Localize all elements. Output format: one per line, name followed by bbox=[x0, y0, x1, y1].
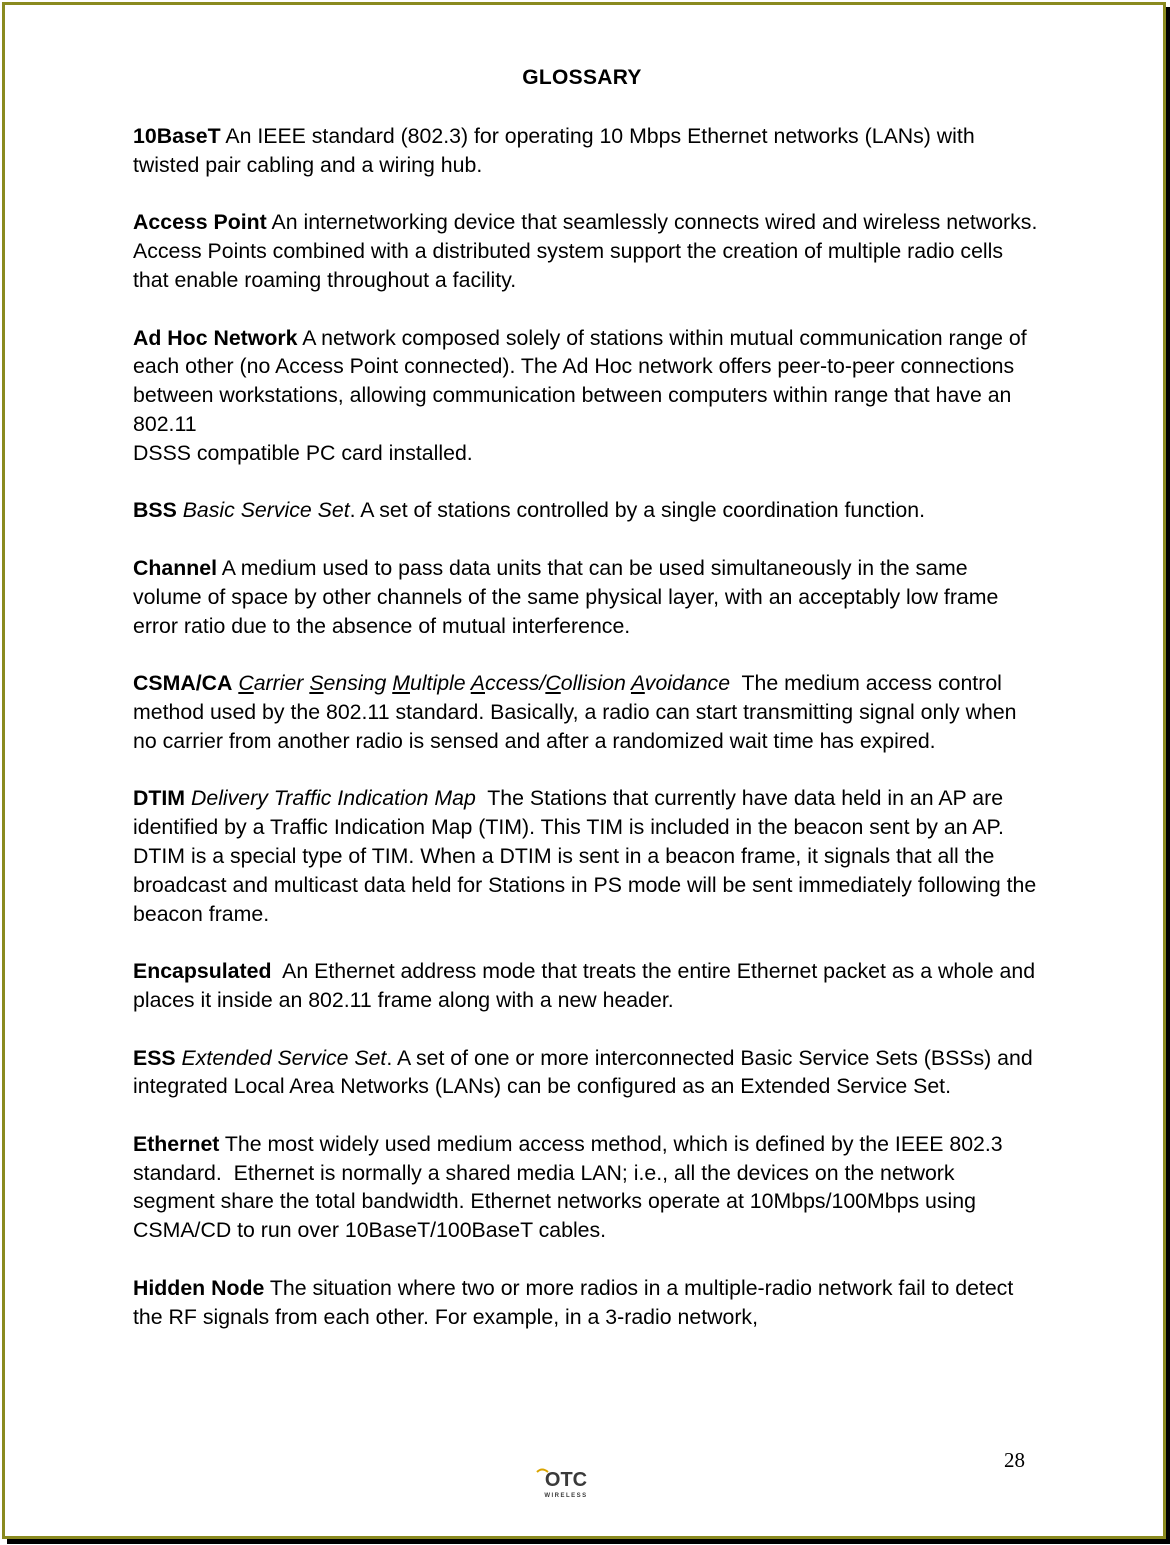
entry-expansion: Extended Service Set bbox=[181, 1045, 387, 1070]
expansion-initial: A bbox=[470, 671, 485, 696]
expansion-rest: ultiple bbox=[409, 671, 471, 696]
expansion-initial: C bbox=[545, 671, 561, 696]
entry-term: Encapsulated bbox=[133, 959, 272, 984]
expansion-initial: M bbox=[392, 671, 410, 696]
entry-definition: An IEEE standard (802.3) for operating 10 Mbps Ethernet networks (LANs) with twisted pair cabling and a wiring hub. bbox=[133, 124, 975, 177]
entry-definition: The situation where two or more radios in a multiple-radio network fail to detect the RF signals from each other. For example, in a 3-radio network, bbox=[133, 1275, 1014, 1329]
page-number: 28 bbox=[1004, 1448, 1025, 1472]
glossary-entry-dtim bbox=[133, 784, 1043, 928]
entry-definition: . A set of one or more interconnected Basic Service Sets (BSSs) and integrated Local Area Networks (LANs) can be configured as an Extended Service Set. bbox=[133, 1045, 1033, 1099]
entry-definition: An Ethernet address mode that treats the entire Ethernet packet as a whole and places it inside an 802.11 frame along with a new header. bbox=[133, 959, 1042, 1012]
expansion-rest: ensing bbox=[323, 671, 393, 696]
entry-definition: A medium used to pass data units that can be used simultaneously in the same volume of space by other channels of the same physical layer, with an acceptably low frame error ratio due to the absence of mutual interference. bbox=[133, 555, 999, 638]
glossary-entry-10baset bbox=[133, 122, 1038, 180]
page-title: GLOSSARY bbox=[522, 66, 642, 89]
expansion-rest: ollision bbox=[560, 671, 631, 696]
entry-expansion bbox=[238, 671, 730, 695]
entry-definition: The medium access control method used by the 802.11 standard. Basically, a radio can start transmitting signal only when no carrier from another radio is sensed and after a randomized wait time has expired. bbox=[133, 671, 1023, 753]
entry-definition: The Stations that currently have data held in an AP are identified by a Traffic Indication Map (TIM). This TIM is included in the beacon sent by an AP. DTIM is a special type of TIM. When a DTIM is sent in a beacon frame, it signals that all the broadcast and multicast data held for Stations in PS mode will be sent immediately following the beacon frame. bbox=[133, 786, 1043, 926]
entry-term: 10BaseT bbox=[133, 124, 221, 148]
entry-term: Hidden Node bbox=[133, 1275, 265, 1300]
expansion-rest: arrier bbox=[253, 671, 310, 696]
entry-term: DTIM bbox=[133, 786, 186, 811]
logo-swoosh bbox=[537, 1470, 548, 1473]
glossary-entry-access-point bbox=[133, 208, 1038, 294]
glossary-entry-hidden-node bbox=[133, 1274, 1038, 1332]
otc-wireless-logo bbox=[533, 1466, 599, 1502]
entry-term: ESS bbox=[133, 1045, 176, 1070]
glossary-entry-bss bbox=[133, 496, 1038, 525]
entry-term: Ad Hoc Network bbox=[133, 325, 298, 350]
entry-definition: . A set of stations controlled by a single coordination function. bbox=[349, 498, 925, 523]
entry-definition: A network composed solely of stations within mutual communication range of each other (no Access Point connected). The Ad Hoc network offers peer-to-peer connections between workstations, allowing communication between computers within range that have an 802.11 bbox=[133, 325, 1027, 436]
glossary-entry-ad-hoc-network bbox=[133, 324, 1038, 468]
logo-text: OTC bbox=[544, 1469, 588, 1491]
entry-term: Ethernet bbox=[133, 1131, 220, 1156]
entry-expansion: Basic Service Set bbox=[182, 498, 350, 523]
entry-definition: An internetworking device that seamlessly connects wired and wireless networks. Access Points combined with a distributed system support the creation of multiple radio cells that enable roaming throughout a facility. bbox=[133, 210, 1038, 292]
entry-definition-continued: DSSS compatible PC card installed. bbox=[133, 440, 473, 465]
expansion-initial: C bbox=[238, 671, 254, 696]
glossary-entry-channel bbox=[133, 554, 1038, 640]
glossary-entry-ess bbox=[133, 1044, 1038, 1102]
entry-term: Access Point bbox=[133, 210, 267, 235]
expansion-rest: voidance bbox=[644, 671, 731, 696]
logo-subtext: WIRELESS bbox=[544, 1493, 588, 1499]
expansion-initial: S bbox=[309, 671, 324, 696]
glossary-entry-csma-ca bbox=[133, 669, 1038, 755]
entry-term: BSS bbox=[133, 498, 177, 523]
expansion-rest: ccess/ bbox=[484, 671, 546, 696]
entry-expansion: Delivery Traffic Indication Map bbox=[190, 786, 476, 811]
expansion-initial: A bbox=[630, 671, 645, 696]
glossary-entry-ethernet bbox=[133, 1130, 1038, 1245]
entry-term: CSMA/CA bbox=[133, 671, 233, 696]
entry-definition: The most widely used medium access method, which is defined by the IEEE 802.3 standard. Ethernet is normally a shared media LAN; i.e., all the devices on the network segment share the total bandwidth. Ethernet networks operate at 10Mbps/100Mbps using CSMA/CD to run over 10BaseT/100BaseT cables. bbox=[133, 1131, 1009, 1243]
glossary-entries bbox=[133, 122, 1043, 1360]
entry-term: Channel bbox=[133, 555, 218, 580]
glossary-entry-encapsulated bbox=[133, 957, 1042, 1015]
